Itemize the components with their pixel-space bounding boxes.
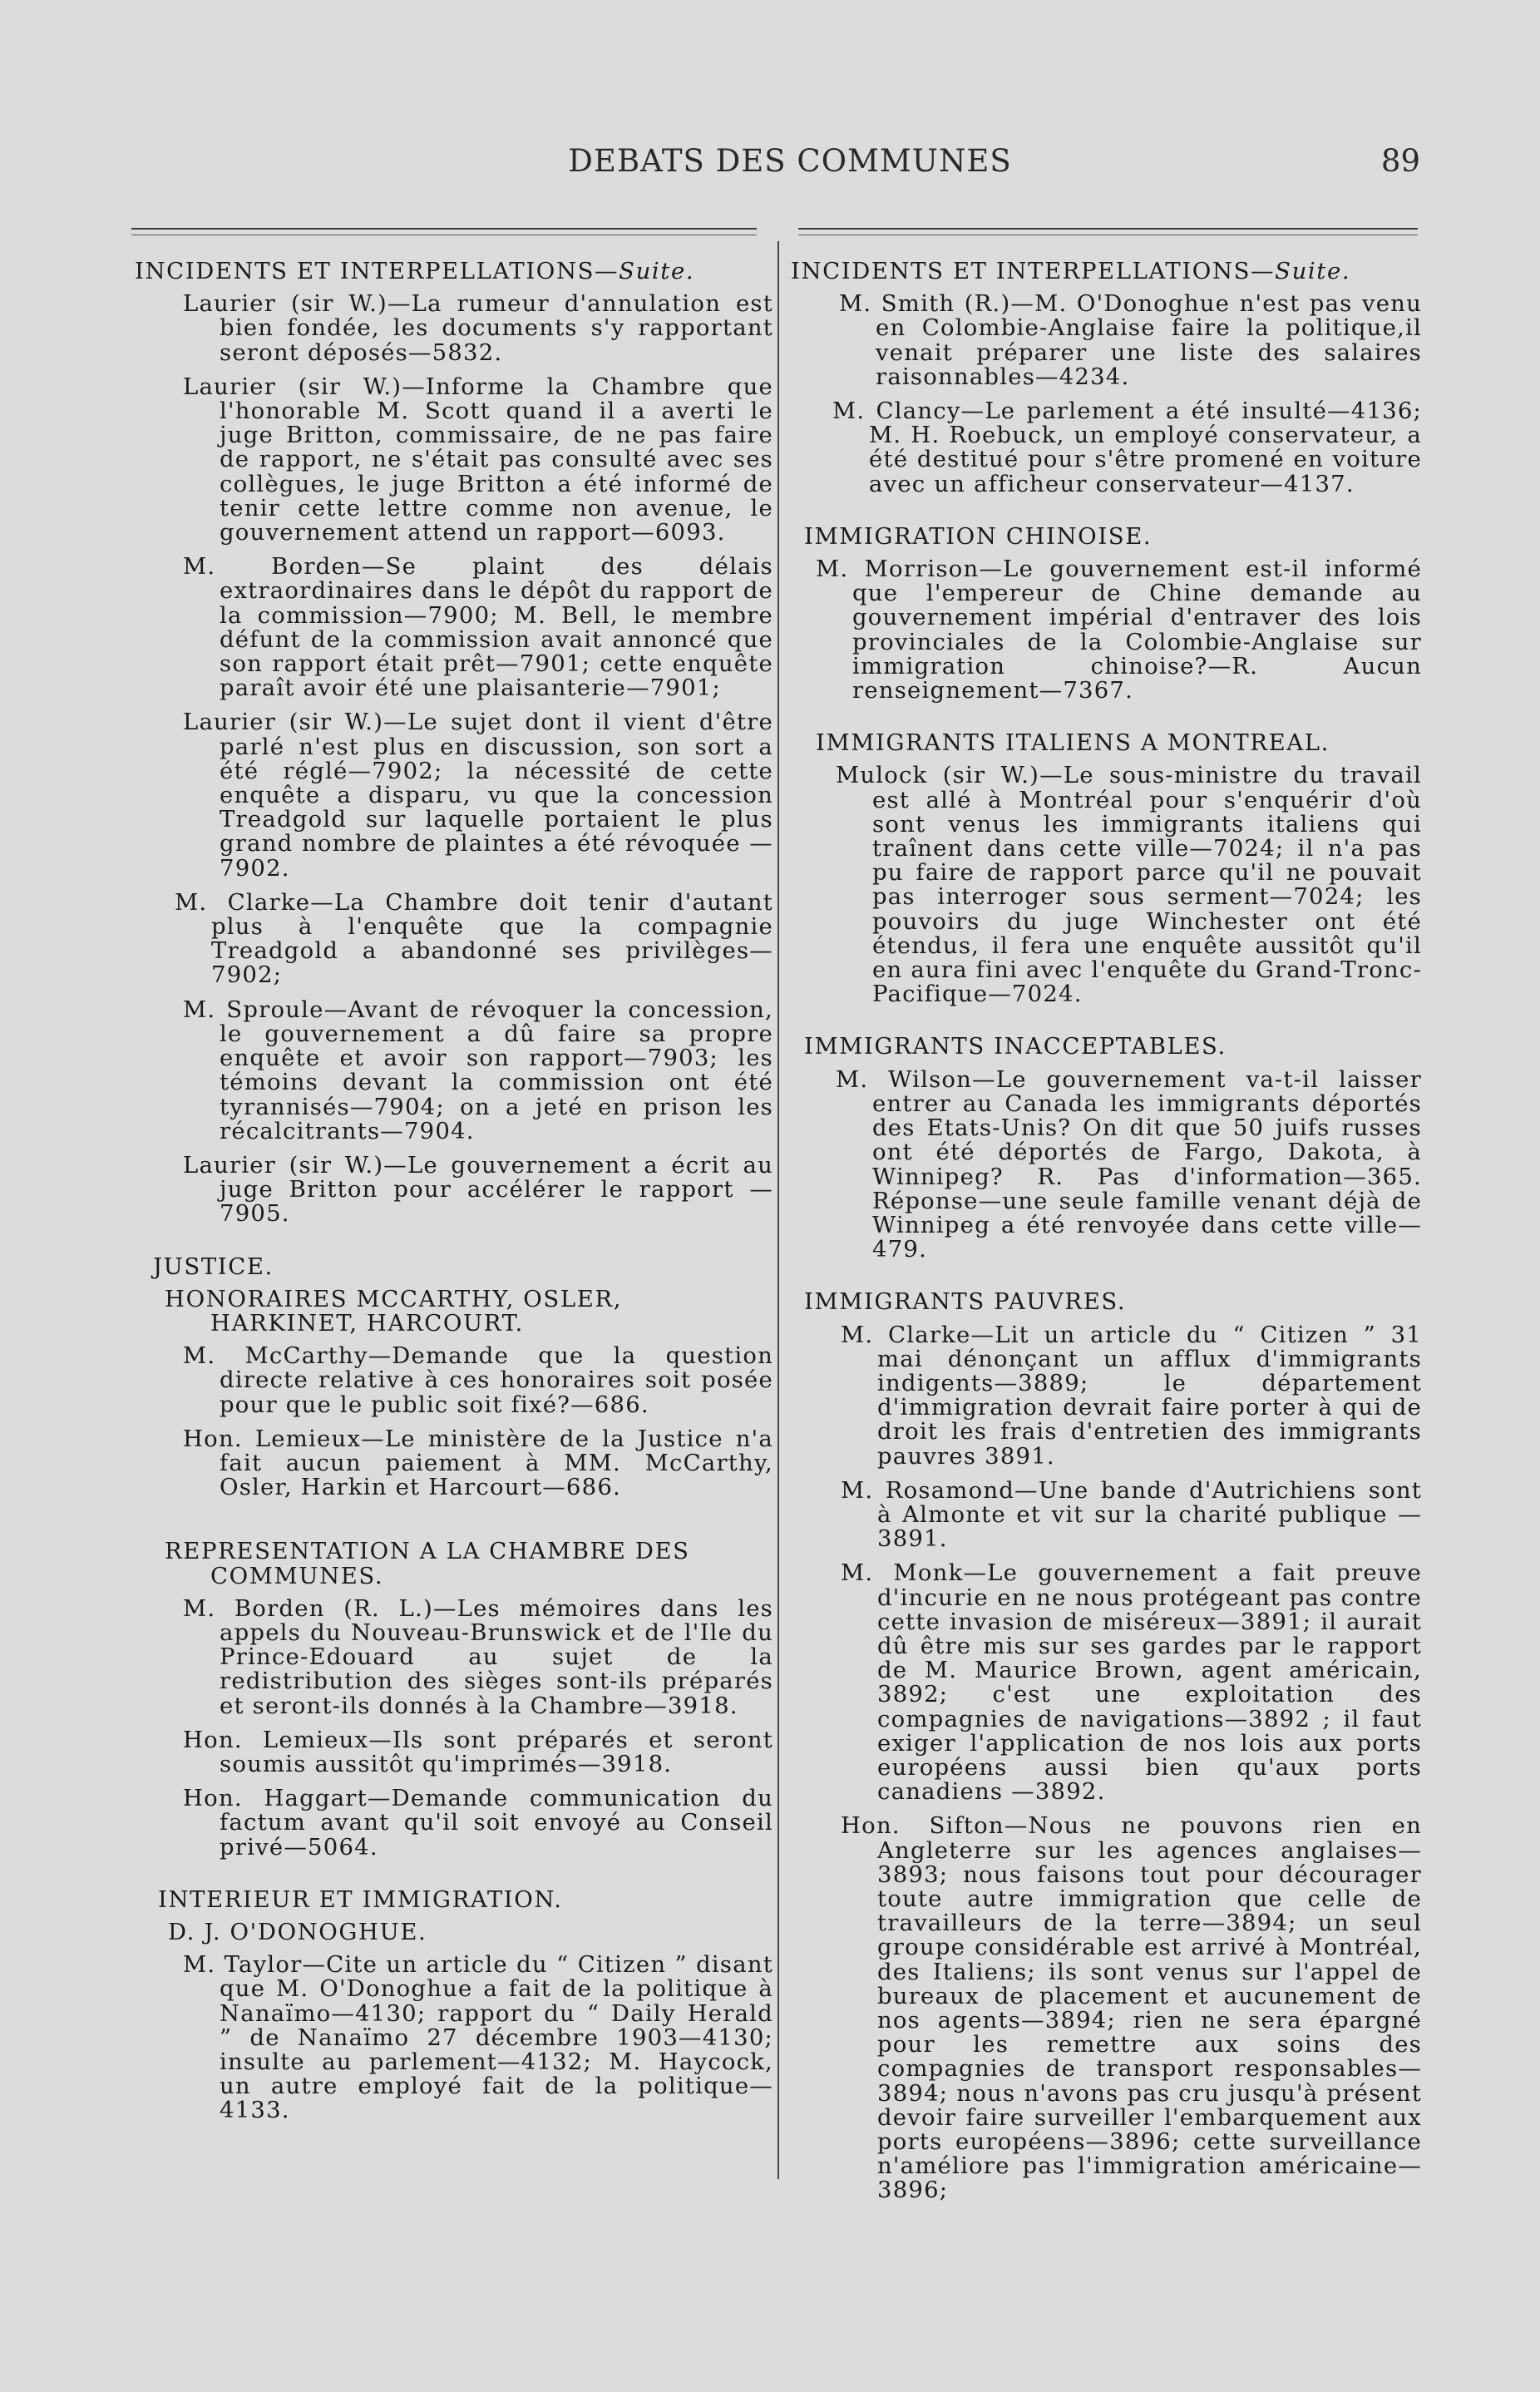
entry: M. Rosamond—Une bande d'Autrichiens sont à Almonte et vit sur la charité publique —3891.: [841, 1476, 1422, 1553]
column-divider: [777, 241, 779, 2179]
entry: Hon. Lemieux—Ils sont préparés et seront soumis aussitôt qu'imprimés—3918.: [183, 1726, 773, 1777]
entry: Laurier (sir W.)—Le gouvernement a écrit au juge Britton pour accélérer le rapport —7905.: [183, 1151, 773, 1228]
entry: M. McCarthy—Demande que la question directe relative à ces honoraires soit posée pour que le public soit fixé?—686.: [183, 1342, 773, 1418]
spacer: [811, 507, 1422, 525]
header-rule-right: [798, 228, 1418, 230]
entry: M. Wilson—Le gouvernement va-t-il laisser entrer au Canada les immigrants déportés des Etats-Unis? On dit que 50 juifs russes ont été déportés de Fargo, Dakota, à Winnipeg? R. Pas d'information—365. Réponse—une seule famille venant déjà de Winnipeg a été renvoyée dans cette ville—479.: [836, 1065, 1422, 1263]
right-heading-suite: Suite.: [1275, 258, 1351, 284]
right-section-heading: [791, 259, 1422, 284]
left-heading-suite: Suite.: [619, 258, 695, 284]
spacer: [811, 713, 1422, 731]
entry: M. Smith (R.)—M. O'Donoghue n'est pas venu en Colombie-Anglaise faire la politique,il venait préparer une liste des salaires raisonnables—4234.: [839, 290, 1422, 390]
odonoghue-heading: D. J. O'DONOGHUE.: [168, 1918, 427, 1945]
right-heading-prefix: INCIDENTS ET INTERPELLATIONS—: [791, 258, 1276, 284]
chinoise-heading: IMMIGRATION CHINOISE.: [804, 522, 1153, 550]
spacer: [811, 1016, 1422, 1035]
entry: Laurier (sir W.)—La rumeur d'annulation est bien fondée, les documents s'y rapportant seront déposés—5832.: [183, 290, 773, 366]
entry: Hon. Lemieux—Le ministère de la Justice n'a fait aucun paiement à MM. McCarthy, Osler, Harkin et Harcourt—686.: [183, 1425, 773, 1501]
spacer: [116, 1510, 773, 1528]
entry: M. Borden (R. L.)—Les mémoires dans les appels du Nouveau-Brunswick et de l'Ile du Prince-Edouard au sujet de la redistribution des sièges sont-ils préparés et seront-ils donnés à la Chambre—3918.: [183, 1594, 773, 1719]
pauvres-heading: IMMIGRANTS PAUVRES.: [804, 1288, 1127, 1316]
entry: M. Clarke—Lit un article du “ Citizen ” 31 mai dénonçant un afflux d'immigrants indigents—3889; le département d'immigration devrait faire porter à qui de droit les frais d'entretien des immigrants pauvres 3891.: [841, 1321, 1422, 1470]
entry: Hon. Sifton—Nous ne pouvons rien en Angleterre sur les agences anglaises—3893; nous faisons tout pour décourager toute autre immigration que celle de travailleurs de la terre—3894; un seul groupe considérable est arrivé à Montréal, des Italiens; ils sont venus sur l'appel de bureaux de placement et aucunement de nos agents—3894; rien ne sera épargné pour les remettre aux soins des compagnies de transport responsables—3894; nous n'avons pas cru jusqu'à présent devoir faire surveiller l'embarquement aux ports européens—3896; cette surveillance n'améliore pas l'immigration américaine—3896;: [841, 1812, 1422, 2204]
entry: Laurier (sir W.)—Le sujet dont il vient d'être parlé n'est plus en discussion, son sort a été réglé—7902; la nécessité de cette enquête a disparu, vu que la concession Treadgold sur laquelle portaient le plus grand nombre de plaintes a été révoquée —7902.: [183, 709, 773, 882]
spacer: [811, 1272, 1422, 1290]
entry: M. Sproule—Avant de révoquer la concession, le gouvernement a dû faire sa propre enquête et avoir son rapport—7903; les témoins devant la commission ont été tyrannisés—7904; on a jeté en prison les récalcitrants—7904.: [183, 996, 773, 1144]
entry: M. Borden—Se plaint des délais extraordinaires dans le dépôt du rapport de la commission—7900; M. Bell, le membre défunt de la commission avait annoncé que son rapport était prêt—7901; cette enquête paraît avoir été une plaisanterie—7901;: [183, 553, 773, 702]
justice-heading: JUSTICE.: [153, 1253, 274, 1280]
interieur-heading: INTERIEUR ET IMMIGRATION.: [158, 1885, 563, 1913]
page-number: 89: [1380, 143, 1420, 179]
running-title: DEBATS DES COMMUNES: [568, 143, 1012, 179]
left-heading-prefix: INCIDENTS ET INTERPELLATIONS—: [135, 258, 619, 284]
left-column: [116, 259, 773, 2133]
entry: Mulock (sir W.)—Le sous-ministre du travail est allé à Montréal pour s'enquérir d'où sont venus les immigrants italiens qui traînent dans cette ville—7024; il n'a pas pu faire de rapport parce qu'il ne pouvait pas interroger sous serment—7024; les pouvoirs du juge Winchester ont été étendus, il fera une enquête aussitôt qu'il en aura fini avec l'enquête du Grand-Tronc-Pacifique—7024.: [836, 762, 1422, 1008]
entry: Hon. Haggart—Demande communication du factum avant qu'il soit envoyé au Conseil privé—5064.: [183, 1785, 773, 1861]
entry: M. Morrison—Le gouvernement est-il informé que l'empereur de Chine demande au gouvernement impérial d'entraver des lois provinciales de la Colombie-Anglaise sur immigration chinoise?—R. Aucun renseignement—7367.: [816, 556, 1422, 704]
right-column: [791, 258, 1422, 2213]
spacer: [116, 1870, 773, 1888]
header-rule-left: [131, 228, 757, 230]
representation-heading: REPRESENTATION A LA CHAMBRE DES COMMUNES.: [165, 1538, 690, 1589]
left-section-heading: [135, 259, 773, 284]
spacer: [116, 1237, 773, 1255]
inacceptables-heading: IMMIGRANTS INACCEPTABLES.: [804, 1033, 1227, 1060]
entry: Laurier (sir W.)—Informe la Chambre que l'honorable M. Scott quand il a averti le juge Britton, commissaire, de ne pas faire de rapport, ne s'était pas consulté avec ses collègues, le juge Britton a été informé de tenir cette lettre comme non avenue, le gouvernement attend un rapport—6093.: [183, 373, 773, 546]
entry: M. Clancy—Le parlement a été insulté—4136; M. H. Roebuck, un employé conservateur, a été destitué pour s'être promené en voiture avec un afficheur conservateur—4137.: [832, 398, 1422, 497]
italiens-heading: IMMIGRANTS ITALIENS A MONTREAL.: [816, 729, 1330, 757]
entry: M. Taylor—Cite un article du “ Citizen ” disant que M. O'Donoghue a fait de la politique à Nanaïmo—4130; rapport du “ Daily Herald ” de Nanaïmo 27 décembre 1903—4130; insulte au parlement—4132; M. Haycock, un autre employé fait de la politique—4133.: [183, 1951, 773, 2124]
entry: M. Monk—Le gouvernement a fait preuve d'incurie en ne nous protégeant pas contre cette invasion de miséreux—3891; il aurait dû être mis sur ses gardes par le rapport de M. Maurice Brown, agent américain, 3892; c'est une exploitation des compagnies de navigations—3892 ; il faut exiger l'application de nos lois aux ports européens aussi bien qu'aux ports canadiens —3892.: [841, 1559, 1422, 1806]
honoraires-heading: HONORAIRES MCCARTHY, OSLER, HARKINET, HARCOURT.: [165, 1285, 623, 1337]
entry: M. Clarke—La Chambre doit tenir d'autant plus à l'enquête que la compagnie Treadgold a abandonné ses privilèges—7902;: [175, 888, 773, 989]
